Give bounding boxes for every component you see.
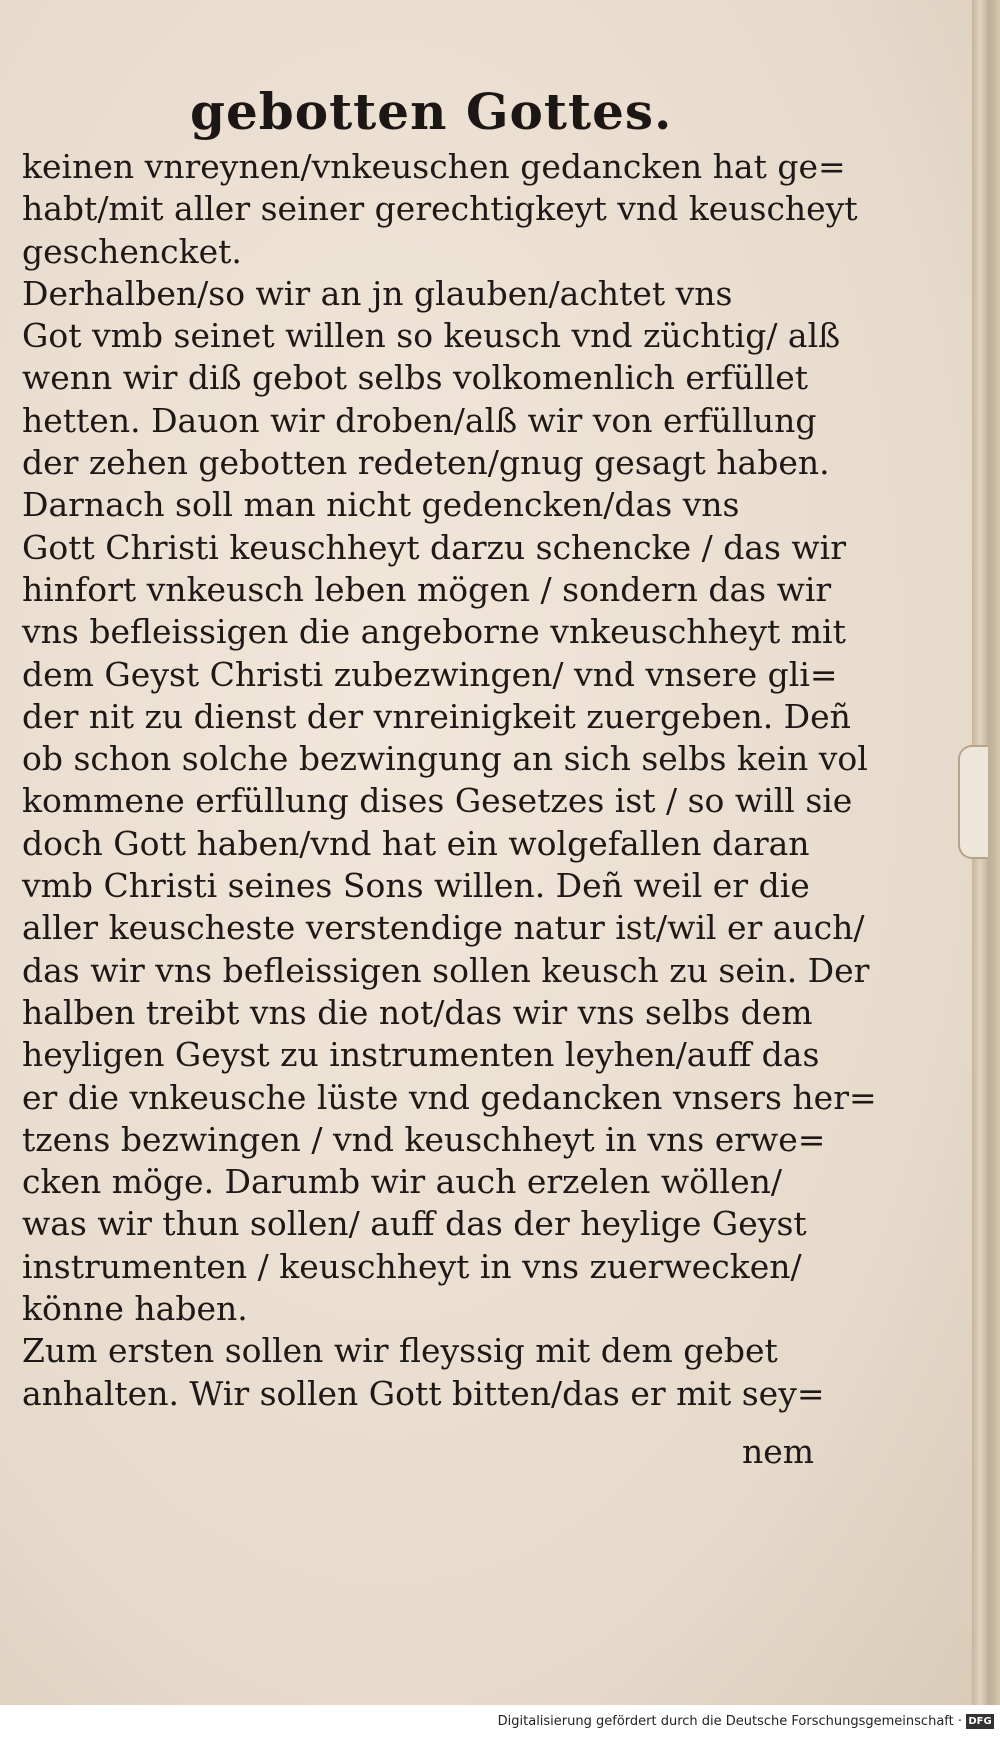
text-line: doch Gott haben/vnd hat ein wolgefallen daran	[22, 823, 810, 863]
text-line: tzens bezwingen / vnd keuschheyt in vns erwe=	[22, 1119, 826, 1159]
text-line: cken möge. Darumb wir auch erzelen wöllen/	[22, 1162, 782, 1202]
text-line: Got vmb seinet willen so keusch vnd züchtig/ alß	[22, 316, 841, 356]
footer-bar	[0, 1705, 1000, 1739]
text-line: keinen vnreynen/vnkeuschen gedancken hat ge=	[22, 147, 846, 186]
text-line: vns befleissigen die angeborne vnkeuschheyt mit	[22, 612, 846, 652]
running-head: gebotten Gottes.	[190, 82, 673, 141]
text-line: ob schon solche bezwingung an sich selbs kein vol	[22, 739, 868, 779]
text-line: Derhalben/so wir an jn glauben/achtet vns	[22, 273, 733, 313]
text-line: hetten. Dauon wir droben/alß wir von erfüllung	[22, 400, 817, 440]
text-line: kommene erfüllung dises Gesetzes ist / so will sie	[22, 781, 853, 821]
text-line: wenn wir diß gebot selbs volkomenlich erfüllet	[22, 358, 809, 398]
dfg-logo-icon: DFG	[966, 1714, 994, 1729]
text-line: der zehen gebotten redeten/gnug gesagt haben.	[22, 443, 830, 483]
text-line: der nit zu dienst der vnreinigkeit zuergeben. Deñ	[22, 696, 851, 736]
text-line: er die vnkeusche lüste vnd gedancken vnsers her=	[22, 1077, 877, 1117]
text-line: könne haben.	[22, 1289, 248, 1329]
text-line: vmb Christi seines Sons willen. Deñ weil er die	[22, 866, 810, 906]
text-line: was wir thun sollen/ auff das der heylige Geyst	[22, 1204, 807, 1244]
text-line: anhalten. Wir sollen Gott bitten/das er mit sey=	[22, 1373, 825, 1413]
text-line: dem Geyst Christi zubezwingen/ vnd vnsere gli=	[22, 654, 838, 694]
text-line: instrumenten / keuschheyt in vns zuerwecken/	[22, 1246, 802, 1286]
text-line: geschencket.	[22, 231, 242, 271]
text-line: hinfort vnkeusch leben mögen / sondern das wir	[22, 569, 832, 609]
text-line: Zum ersten sollen wir fleyssig mit dem gebet	[22, 1331, 778, 1371]
text-line: das wir vns befleissigen sollen keusch zu sein. Der	[22, 950, 870, 990]
text-line: heyligen Geyst zu instrumenten leyhen/auff das	[22, 1035, 820, 1075]
text-line: habt/mit aller seiner gerechtigkeyt vnd keuscheyt	[22, 189, 858, 229]
text-line: halben treibt vns die not/das wir vns selbs dem	[22, 992, 813, 1032]
text-line: Darnach soll man nicht gedencken/das vns	[22, 485, 740, 525]
catchword: nem	[742, 1432, 815, 1471]
text-line: aller keuscheste verstendige natur ist/wil er auch/	[22, 908, 865, 948]
text-line: Gott Christi keuschheyt darzu schencke / das wir	[22, 527, 847, 567]
footer-credit: Digitalisierung gefördert durch die Deutsche Forschungsgemeinschaft ·	[497, 1714, 962, 1729]
clasp-tab	[958, 745, 988, 859]
body-text	[22, 146, 877, 1415]
